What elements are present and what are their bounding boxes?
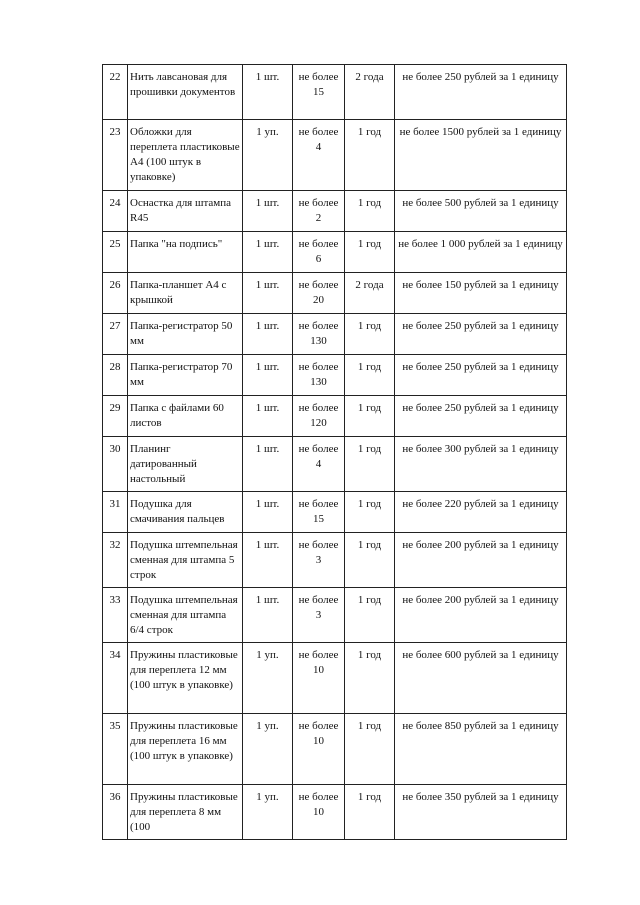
- unit-of-measure: 1 уп.: [243, 643, 293, 714]
- unit-of-measure: 1 шт.: [243, 492, 293, 533]
- row-number: 25: [103, 232, 128, 273]
- unit-of-measure: 1 шт.: [243, 232, 293, 273]
- table-row: [103, 191, 567, 232]
- table-row: [103, 120, 567, 191]
- item-name: Оснастка для штампа R45: [128, 191, 243, 232]
- price-limit: не более 200 рублей за 1 единицу: [395, 588, 567, 643]
- price-limit: не более 1 000 рублей за 1 единицу: [395, 232, 567, 273]
- row-number: 35: [103, 714, 128, 785]
- unit-of-measure: 1 шт.: [243, 588, 293, 643]
- unit-of-measure: 1 уп.: [243, 714, 293, 785]
- quantity-limit: не более 15: [293, 492, 345, 533]
- service-term: 2 года: [345, 273, 395, 314]
- row-number: 27: [103, 314, 128, 355]
- quantity-limit: не более 6: [293, 232, 345, 273]
- item-name: Папка-планшет А4 с крышкой: [128, 273, 243, 314]
- service-term: 1 год: [345, 588, 395, 643]
- service-term: 1 год: [345, 714, 395, 785]
- item-name: Пружины пластиковые для переплета 16 мм (100 штук в упаковке): [128, 714, 243, 785]
- service-term: 1 год: [345, 314, 395, 355]
- row-number: 22: [103, 65, 128, 120]
- quantity-limit: не более 20: [293, 273, 345, 314]
- price-limit: не более 350 рублей за 1 единицу: [395, 785, 567, 840]
- price-limit: не более 600 рублей за 1 единицу: [395, 643, 567, 714]
- item-name: Обложки для переплета пластиковые А4 (100 штук в упаковке): [128, 120, 243, 191]
- row-number: 31: [103, 492, 128, 533]
- quantity-limit: не более 10: [293, 714, 345, 785]
- price-limit: не более 250 рублей за 1 единицу: [395, 314, 567, 355]
- table-row: [103, 65, 567, 120]
- quantity-limit: не более 15: [293, 65, 345, 120]
- service-term: 1 год: [345, 355, 395, 396]
- table-row: [103, 533, 567, 588]
- row-number: 29: [103, 396, 128, 437]
- unit-of-measure: 1 шт.: [243, 437, 293, 492]
- price-limit: не более 250 рублей за 1 единицу: [395, 396, 567, 437]
- service-term: 1 год: [345, 191, 395, 232]
- item-name: Подушка для смачивания пальцев: [128, 492, 243, 533]
- service-term: 1 год: [345, 643, 395, 714]
- table-row: [103, 314, 567, 355]
- service-term: 1 год: [345, 785, 395, 840]
- service-term: 2 года: [345, 65, 395, 120]
- quantity-limit: не более 2: [293, 191, 345, 232]
- unit-of-measure: 1 шт.: [243, 355, 293, 396]
- service-term: 1 год: [345, 533, 395, 588]
- table-row: [103, 232, 567, 273]
- row-number: 34: [103, 643, 128, 714]
- quantity-limit: не более 120: [293, 396, 345, 437]
- price-limit: не более 250 рублей за 1 единицу: [395, 65, 567, 120]
- unit-of-measure: 1 уп.: [243, 785, 293, 840]
- item-name: Папка "на подпись": [128, 232, 243, 273]
- price-limit: не более 220 рублей за 1 единицу: [395, 492, 567, 533]
- table-row: [103, 785, 567, 840]
- price-limit: не более 1500 рублей за 1 единицу: [395, 120, 567, 191]
- quantity-limit: не более 130: [293, 355, 345, 396]
- item-name: Нить лавсановая для прошивки документов: [128, 65, 243, 120]
- row-number: 36: [103, 785, 128, 840]
- table-row: [103, 355, 567, 396]
- unit-of-measure: 1 шт.: [243, 191, 293, 232]
- row-number: 24: [103, 191, 128, 232]
- service-term: 1 год: [345, 492, 395, 533]
- table-row: [103, 396, 567, 437]
- unit-of-measure: 1 шт.: [243, 65, 293, 120]
- quantity-limit: не более 10: [293, 643, 345, 714]
- service-term: 1 год: [345, 437, 395, 492]
- quantity-limit: не более 10: [293, 785, 345, 840]
- service-term: 1 год: [345, 396, 395, 437]
- row-number: 28: [103, 355, 128, 396]
- table-body: [103, 65, 567, 840]
- row-number: 30: [103, 437, 128, 492]
- price-limit: не более 850 рублей за 1 единицу: [395, 714, 567, 785]
- unit-of-measure: 1 шт.: [243, 273, 293, 314]
- row-number: 32: [103, 533, 128, 588]
- unit-of-measure: 1 шт.: [243, 533, 293, 588]
- item-name: Папка-регистратор 70 мм: [128, 355, 243, 396]
- table-row: [103, 492, 567, 533]
- unit-of-measure: 1 шт.: [243, 314, 293, 355]
- price-limit: не более 250 рублей за 1 единицу: [395, 355, 567, 396]
- row-number: 23: [103, 120, 128, 191]
- item-name: Планинг датированный настольный: [128, 437, 243, 492]
- table-row: [103, 437, 567, 492]
- unit-of-measure: 1 шт.: [243, 396, 293, 437]
- price-limit: не более 500 рублей за 1 единицу: [395, 191, 567, 232]
- quantity-limit: не более 3: [293, 588, 345, 643]
- supplies-table: [102, 64, 567, 840]
- service-term: 1 год: [345, 232, 395, 273]
- row-number: 26: [103, 273, 128, 314]
- item-name: Подушка штемпельная сменная для штампа 6/4 строк: [128, 588, 243, 643]
- table-row: [103, 588, 567, 643]
- price-limit: не более 300 рублей за 1 единицу: [395, 437, 567, 492]
- table-row: [103, 273, 567, 314]
- price-limit: не более 150 рублей за 1 единицу: [395, 273, 567, 314]
- quantity-limit: не более 4: [293, 120, 345, 191]
- price-limit: не более 200 рублей за 1 единицу: [395, 533, 567, 588]
- quantity-limit: не более 3: [293, 533, 345, 588]
- table-row: [103, 714, 567, 785]
- quantity-limit: не более 4: [293, 437, 345, 492]
- item-name: Подушка штемпельная сменная для штампа 5 строк: [128, 533, 243, 588]
- service-term: 1 год: [345, 120, 395, 191]
- row-number: 33: [103, 588, 128, 643]
- table-row: [103, 643, 567, 714]
- unit-of-measure: 1 уп.: [243, 120, 293, 191]
- item-name: Папка с файлами 60 листов: [128, 396, 243, 437]
- item-name: Пружины пластиковые для переплета 8 мм (100: [128, 785, 243, 840]
- item-name: Папка-регистратор 50 мм: [128, 314, 243, 355]
- item-name: Пружины пластиковые для переплета 12 мм (100 штук в упаковке): [128, 643, 243, 714]
- quantity-limit: не более 130: [293, 314, 345, 355]
